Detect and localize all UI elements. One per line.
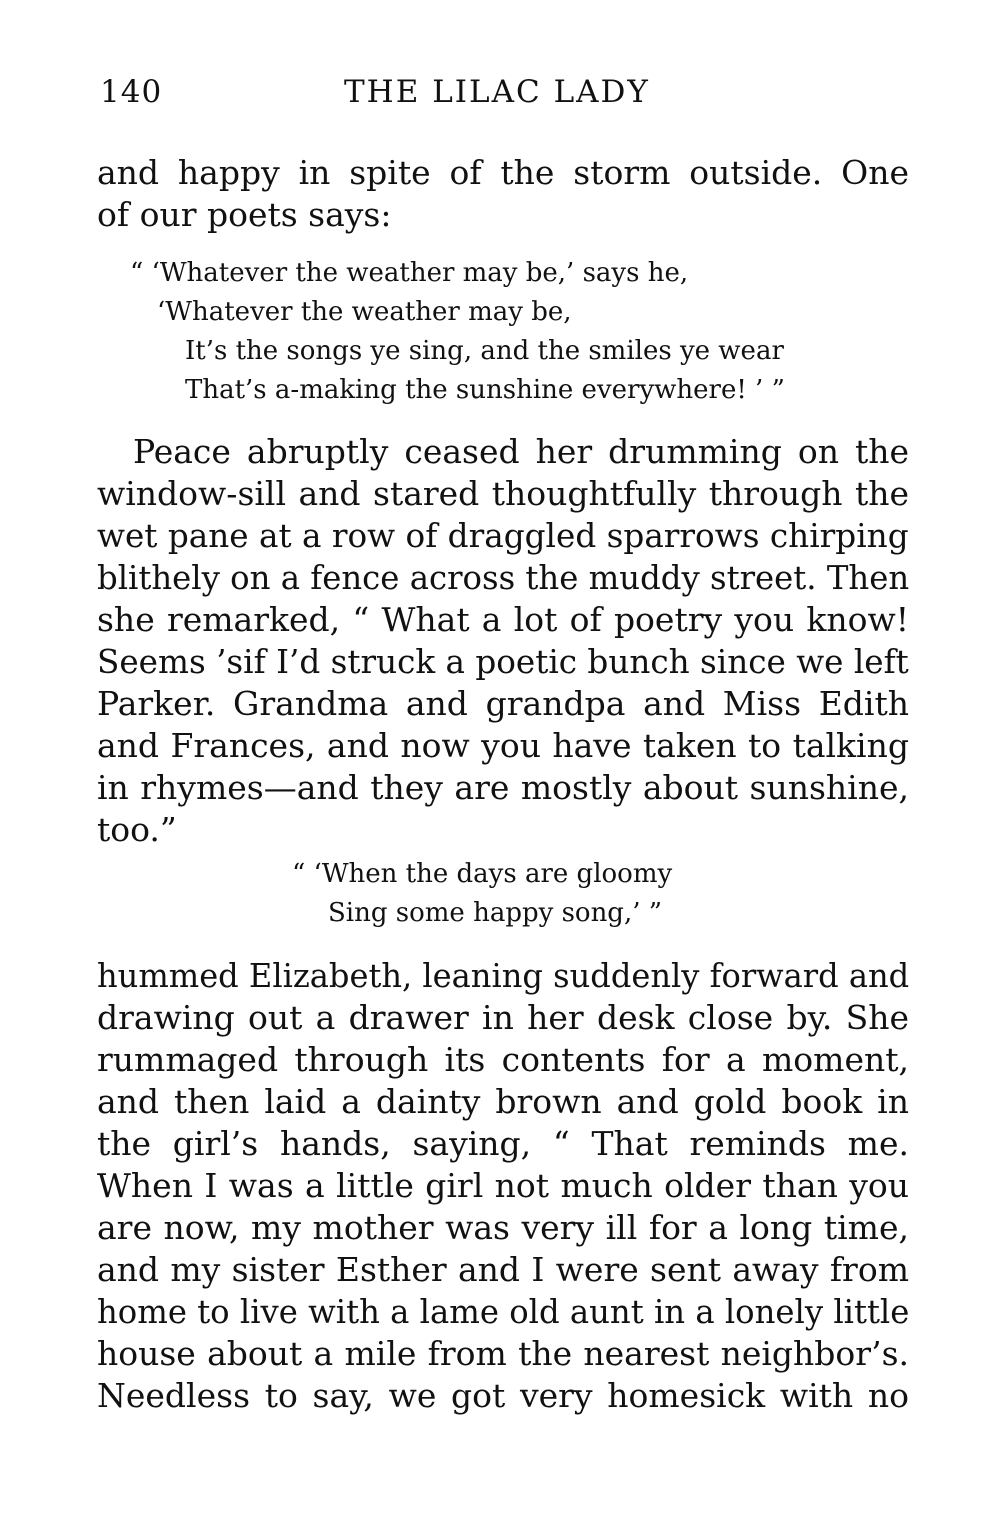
- text-line: drawing out a drawer in her desk close by. She: [97, 998, 909, 1037]
- text-line: Parker. Grandma and grandpa and Miss Edith: [97, 684, 909, 723]
- text-line: in rhymes—and they are mostly about sunshine,: [97, 768, 909, 807]
- text-line: too.”: [97, 810, 177, 849]
- text-line: the girl’s hands, saying, “ That reminds me.: [97, 1124, 909, 1163]
- text-line: and my sister Esther and I were sent away from: [97, 1250, 909, 1289]
- text-line: wet pane at a row of draggled sparrows chirping: [97, 516, 909, 555]
- text-line: and happy in spite of the storm outside. One: [97, 153, 909, 192]
- paragraph-3: [97, 955, 909, 1417]
- text-line: hummed Elizabeth, leaning suddenly forward and: [97, 956, 910, 995]
- text-line: of our poets says:: [97, 195, 392, 234]
- text-line: When I was a little girl not much older than you: [97, 1166, 909, 1205]
- text-line: Peace abruptly ceased her drumming on the: [133, 432, 909, 471]
- text-line: and Frances, and now you have taken to talking: [97, 726, 909, 765]
- text-line: Seems ’sif I’d struck a poetic bunch since we left: [97, 642, 909, 681]
- text-line: she remarked, “ What a lot of poetry you know!: [97, 600, 909, 639]
- text-line: window-sill and stared thoughtfully through the: [97, 474, 909, 513]
- verse-line: It’s the songs ye sing, and the smiles ye wear: [185, 336, 784, 366]
- running-title: THE LILAC LADY: [344, 74, 650, 110]
- text-line: rummaged through its contents for a moment,: [97, 1040, 909, 1079]
- verse-line: That’s a-making the sunshine everywhere! ’ ”: [185, 375, 785, 405]
- paragraph-2: [97, 431, 909, 851]
- verse-line: “ ‘When the days are gloomy: [292, 859, 673, 889]
- verse-quotation-2: [292, 855, 672, 933]
- text-line: and then laid a dainty brown and gold book in: [97, 1082, 909, 1121]
- verse-line: Sing some happy song,’ ”: [328, 898, 663, 928]
- text-line: are now, my mother was very ill for a long time,: [97, 1208, 909, 1247]
- text-line: blithely on a fence across the muddy street. Then: [97, 558, 910, 597]
- verse-line: ‘Whatever the weather may be,: [157, 297, 572, 327]
- paragraph-1: [97, 152, 909, 236]
- page-number: 140: [100, 74, 163, 110]
- verse-quotation-1: [130, 254, 785, 410]
- text-line: home to live with a lame old aunt in a lonely little: [97, 1292, 910, 1331]
- text-line: Needless to say, we got very homesick with no: [97, 1376, 909, 1415]
- text-line: house about a mile from the nearest neighbor’s.: [97, 1334, 909, 1373]
- verse-line: “ ‘Whatever the weather may be,’ says he,: [130, 258, 689, 288]
